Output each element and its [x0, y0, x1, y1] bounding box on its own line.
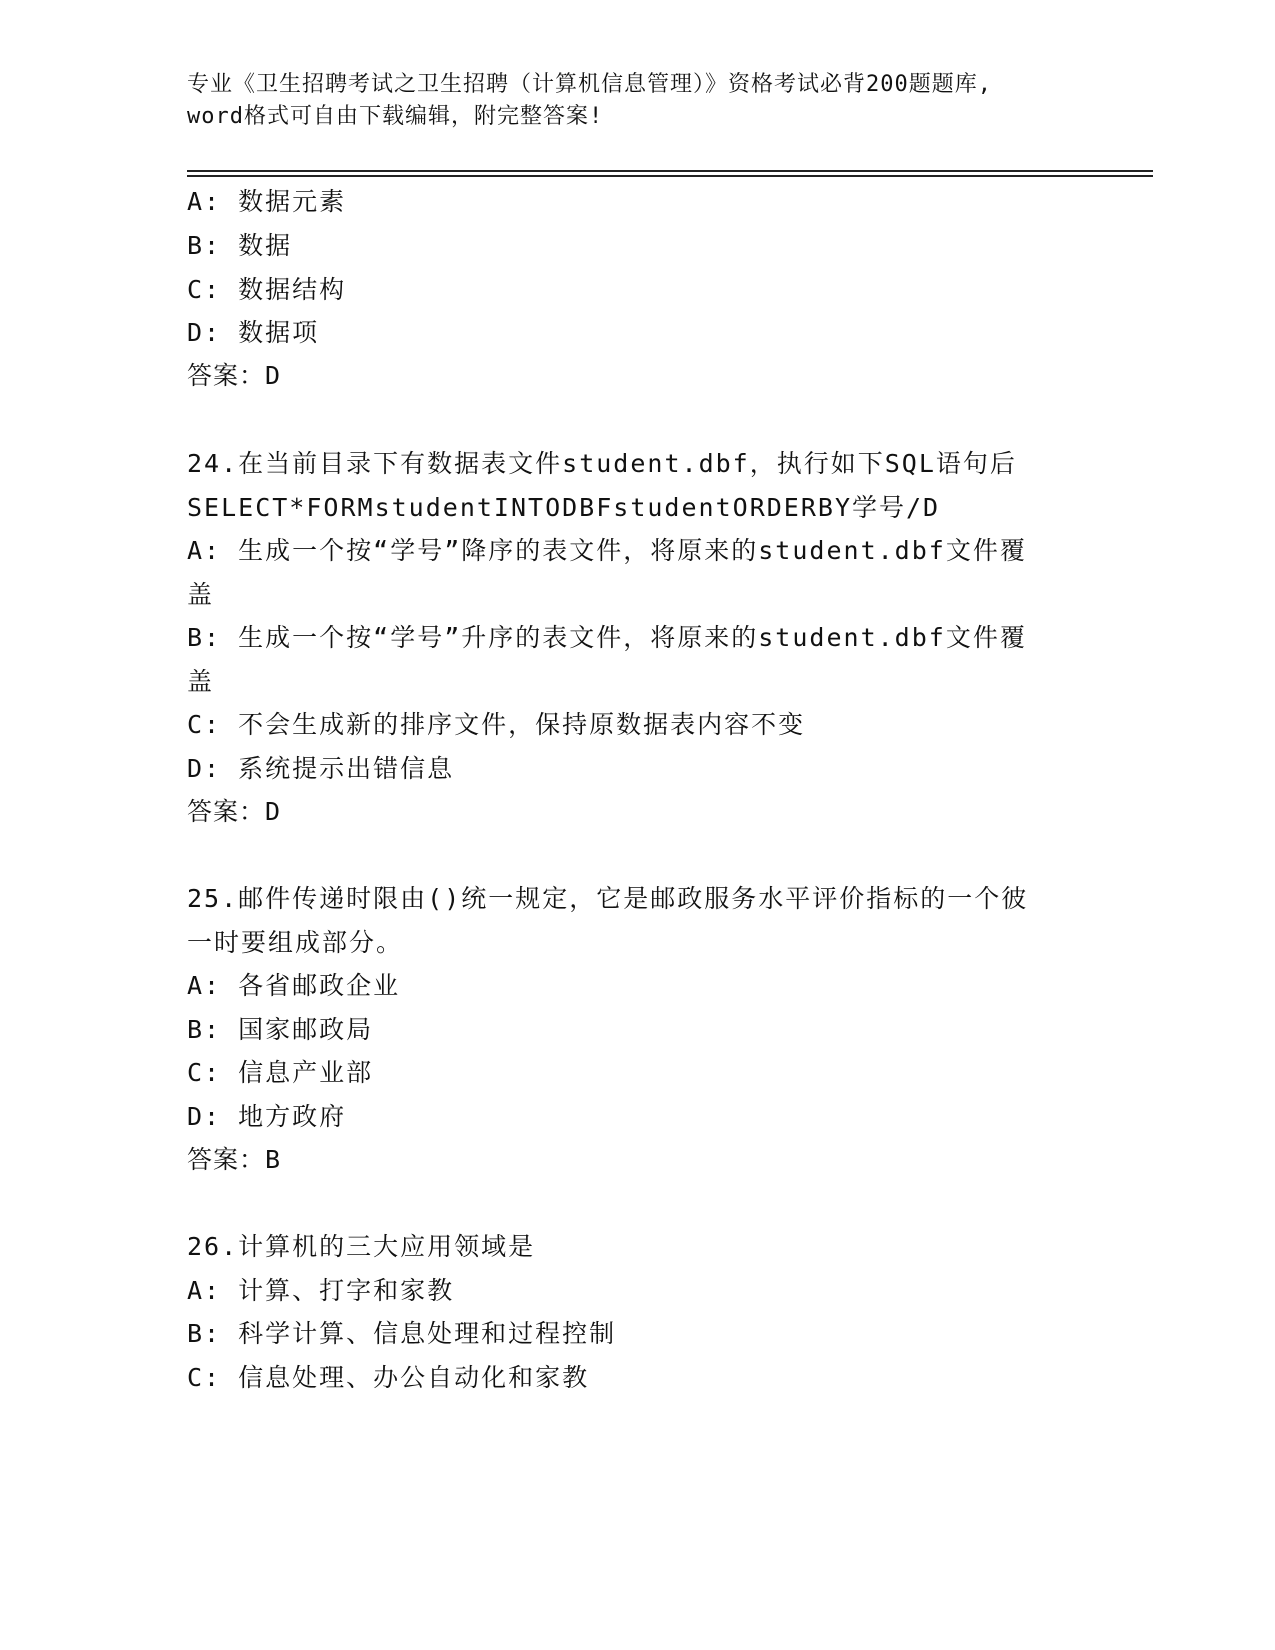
q23-option-a: A: 数据元素 — [187, 187, 347, 216]
q25-option-d: D: 地方政府 — [187, 1102, 347, 1131]
q26-option-a: A: 计算、打字和家教 — [187, 1276, 455, 1305]
q24-option-b-line-1: B: 生成一个按“学号”升序的表文件，将原来的student.dbf文件覆 — [187, 623, 1027, 652]
q23-answer: 答案：D — [187, 361, 282, 390]
q24-option-c: C: 不会生成新的排序文件，保持原数据表内容不变 — [187, 710, 806, 739]
q24-option-a-line-1: A: 生成一个按“学号”降序的表文件，将原来的student.dbf文件覆 — [187, 536, 1027, 565]
q23-option-c: C: 数据结构 — [187, 275, 347, 304]
q23-option-b: B: 数据 — [187, 231, 293, 260]
q25-option-c: C: 信息产业部 — [187, 1058, 374, 1087]
q26-question: 26.计算机的三大应用领域是 — [187, 1232, 536, 1261]
q24-option-a-line-2: 盖 — [187, 580, 215, 609]
q26-option-b: B: 科学计算、信息处理和过程控制 — [187, 1319, 617, 1348]
q25-option-b: B: 国家邮政局 — [187, 1015, 374, 1044]
header-divider-bottom — [187, 175, 1153, 177]
q24-answer: 答案：D — [187, 797, 282, 826]
q23-option-d: D: 数据项 — [187, 318, 320, 347]
q24-option-b-line-2: 盖 — [187, 667, 215, 696]
q25-answer: 答案：B — [187, 1145, 282, 1174]
q25-question-line-2: 一时要组成部分。 — [187, 928, 404, 957]
header-title-line-2: word格式可自由下载编辑，附完整答案! — [187, 104, 604, 129]
q24-question-line-1: 24.在当前目录下有数据表文件student.dbf，执行如下SQL语句后 — [187, 449, 1017, 478]
q25-option-a: A: 各省邮政企业 — [187, 971, 401, 1000]
header-title-line-1: 专业《卫生招聘考试之卫生招聘（计算机信息管理）》资格考试必背200题题库, — [187, 72, 992, 97]
q24-option-d: D: 系统提示出错信息 — [187, 754, 455, 783]
q26-option-c: C: 信息处理、办公自动化和家教 — [187, 1363, 590, 1392]
q24-question-line-2: SELECT*FORMstudentINTODBFstudentORDERBY学号/D — [187, 493, 941, 522]
q25-question-line-1: 25.邮件传递时限由()统一规定，它是邮政服务水平评价指标的一个彼 — [187, 884, 1029, 913]
header-divider-top — [187, 170, 1153, 172]
